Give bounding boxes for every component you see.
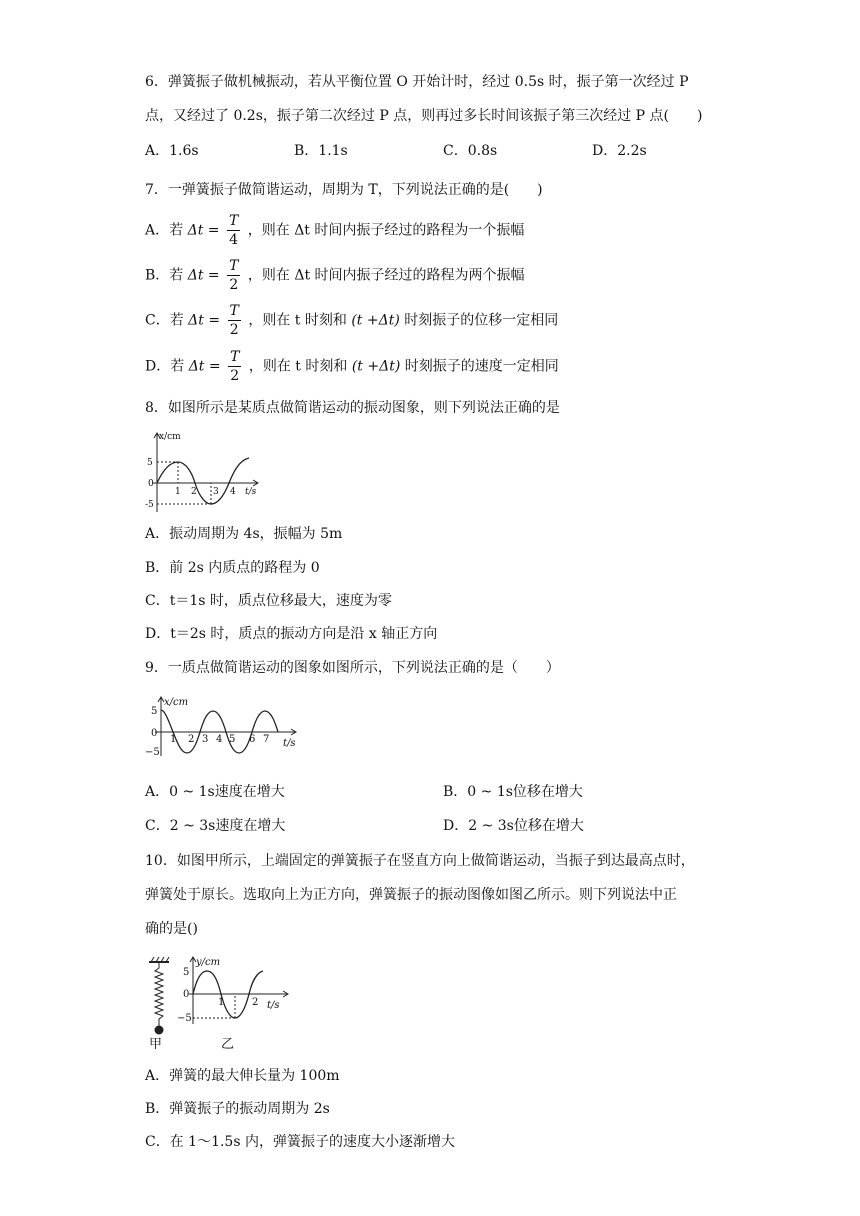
q9-ytick-5: 5	[151, 706, 158, 717]
q10-stem-line2: 弹簧处于原长。选取向上为正方向，弹簧振子的振动图像如图乙所示。则下列说法中正	[145, 887, 677, 903]
q10-ytick-neg5: −5	[177, 1013, 192, 1024]
q10-xlabel: t/s	[267, 1000, 280, 1011]
q8-xtick-4: 4	[230, 487, 236, 497]
q7-c-mid: ，则在 t 时刻和	[248, 312, 347, 329]
q8-option-c: C．t＝1s 时，质点位移最大，速度为零	[145, 593, 392, 609]
q7-c-fraction	[228, 302, 241, 339]
q7-a-pre: A．若	[145, 222, 184, 239]
q7-d-expr: Δt =	[188, 358, 221, 375]
q6-stem-line2: 点，又经过了 0.2s，振子第二次经过 P 点，则再过多长时间该振子第三次经过 P 点( )	[145, 108, 703, 124]
q10-xtick-2: 2	[252, 997, 259, 1008]
q10-label-yi: 乙	[221, 1037, 235, 1050]
q7-c-post: 时刻振子的位移一定相同	[404, 312, 559, 329]
q6-option-b: B．1.1s	[294, 143, 348, 159]
q10-ytick-5: 5	[183, 967, 190, 978]
q10-option-b: B．弹簧振子的振动周期为 2s	[145, 1101, 330, 1117]
q7-option-b	[145, 257, 525, 294]
q7-d-fraction	[228, 348, 241, 385]
q7-option-d	[145, 348, 559, 385]
q8-xtick-3: 3	[213, 487, 219, 497]
q7-d-mid: ，则在 t 时刻和	[248, 358, 348, 375]
q7-b-num: T	[229, 258, 239, 274]
q7-a-fraction	[227, 212, 240, 249]
q7-d-num: T	[230, 349, 240, 365]
q9-stem: 9．一质点做简谐运动的图象如图所示，下列说法正确的是（ ）	[145, 660, 560, 676]
q10-mass	[155, 1026, 163, 1034]
q7-option-c	[145, 302, 558, 339]
q7-stem: 7．一弹簧振子做简谐运动，周期为 T，下列说法正确的是( )	[145, 182, 543, 198]
q7-b-fraction	[227, 257, 240, 294]
q7-d-pre: D．若	[145, 358, 185, 375]
q7-b-pre: B．若	[145, 267, 184, 284]
q8-xtick-1: 1	[175, 487, 181, 497]
q10-stem-line3: 确的是()	[145, 921, 198, 937]
q9-xtick-6: 6	[249, 734, 256, 745]
q8-ytick-0: 0	[148, 479, 154, 489]
q9-xtick-3: 3	[202, 734, 209, 745]
q10-ylabel: y/cm	[196, 957, 221, 968]
q9-option-c: C．2 ~ 3s速度在增大	[145, 818, 286, 834]
q7-c-paren: (t +Δt)	[351, 312, 400, 329]
q9-option-b: B．0 ~ 1s位移在增大	[443, 784, 583, 800]
q7-d-paren: (t +Δt)	[351, 358, 401, 375]
q7-b-den: 2	[229, 277, 239, 293]
q8-ytick-neg5: -5	[145, 500, 154, 510]
q10-label-jia: 甲	[149, 1037, 163, 1050]
q7-a-num: T	[228, 213, 239, 229]
q9-ylabel: x/cm	[164, 697, 189, 708]
q8-graph	[145, 428, 265, 518]
q8-ytick-5: 5	[147, 458, 153, 468]
q9-ytick-neg5: −5	[145, 747, 160, 758]
q7-option-a	[145, 212, 524, 249]
q9-xlabel: t/s	[283, 738, 296, 749]
q8-curve	[157, 458, 249, 504]
q10-spring	[155, 962, 163, 1026]
q7-c-expr: Δt =	[188, 312, 221, 329]
q7-a-den: 4	[229, 232, 239, 248]
q10-option-c: C．在 1～1.5s 内，弹簧振子的速度大小逐渐增大	[145, 1134, 455, 1150]
q7-d-den: 2	[230, 368, 240, 384]
q8-ylabel: x/cm	[159, 432, 181, 442]
q8-option-b: B．前 2s 内质点的路程为 0	[145, 560, 320, 576]
q8-option-a: A．振动周期为 4s，振幅为 5m	[145, 526, 343, 542]
q7-a-post: ，则在 Δt 时间内振子经过的路程为一个振幅	[247, 222, 525, 239]
q8-stem: 8．如图所示是某质点做简谐运动的振动图象，则下列说法正确的是	[145, 400, 560, 416]
q9-xtick-2: 2	[188, 734, 195, 745]
q10-xtick-1: 1	[218, 997, 225, 1008]
q9-xtick-5: 5	[229, 734, 236, 745]
q10-stem-line1: 10．如图甲所示，上端固定的弹簧振子在竖直方向上做简谐运动，当振子到达最高点时，	[145, 853, 695, 869]
q9-option-d: D．2 ~ 3s位移在增大	[443, 818, 584, 834]
q9-graph	[145, 692, 305, 762]
q7-c-den: 2	[229, 322, 239, 338]
q6-stem-line1: 6．弹簧振子做机械振动，若从平衡位置 O 开始计时，经过 0.5s 时，振子第一次经过 P	[145, 74, 689, 90]
q9-xtick-7: 7	[263, 734, 270, 745]
q7-c-pre: C．若	[145, 312, 184, 329]
q9-ytick-0: 0	[151, 728, 158, 739]
q10-spring-figure	[149, 957, 169, 1034]
q9-xtick-4: 4	[216, 734, 223, 745]
q6-option-d: D．2.2s	[592, 143, 647, 159]
q7-b-expr: Δt =	[187, 267, 220, 284]
q7-c-num: T	[229, 303, 239, 319]
q6-option-c: C．0.8s	[443, 143, 498, 159]
q8-option-d: D．t＝2s 时，质点的振动方向是沿 x 轴正方向	[145, 626, 438, 642]
q10-option-a: A．弹簧的最大伸长量为 100m	[145, 1068, 340, 1084]
q9-xtick-1: 1	[170, 734, 177, 745]
q7-a-expr: Δt =	[187, 222, 220, 239]
q10-figure	[145, 954, 305, 1050]
q10-ytick-0: 0	[183, 989, 190, 1000]
q8-xtick-2: 2	[191, 487, 197, 497]
q6-option-a: A．1.6s	[145, 143, 199, 159]
q9-option-a: A．0 ~ 1s速度在增大	[145, 784, 285, 800]
q7-d-post: 时刻振子的速度一定相同	[404, 358, 559, 375]
q7-b-post: ，则在 Δt 时间内振子经过的路程为两个振幅	[247, 267, 525, 284]
q8-xlabel: t/s	[245, 487, 257, 497]
